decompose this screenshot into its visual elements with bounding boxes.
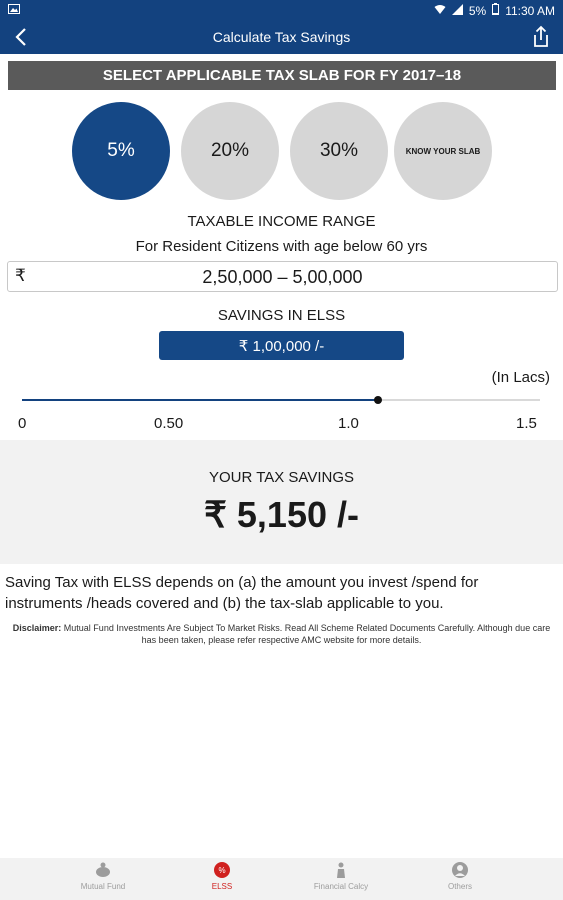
elss-percent-icon — [213, 861, 231, 879]
income-range-subtitle: For Resident Citizens with age below 60 yrs — [135, 238, 428, 255]
savings-slider-thumb[interactable] — [374, 396, 382, 404]
battery-level: 5% — [468, 3, 487, 18]
nav-item-others[interactable] — [410, 861, 510, 891]
slab-option-5[interactable]: 5% — [72, 102, 170, 200]
battery-icon — [492, 3, 499, 18]
tax-slab-header: SELECT APPLICABLE TAX SLAB FOR FY 2017–18 — [8, 61, 556, 90]
slab-option-20[interactable]: 20% — [181, 102, 279, 200]
status-bar — [0, 0, 563, 20]
tax-savings-value: ₹ 5,150 /- — [204, 494, 359, 535]
savings-title: SAVINGS IN ELSS — [217, 307, 346, 324]
nav-item-elss[interactable] — [172, 861, 272, 891]
app-bar — [0, 20, 563, 54]
bottom-nav — [0, 858, 563, 900]
user-circle-icon — [451, 861, 469, 879]
nav-item-mutual-fund[interactable] — [53, 861, 153, 891]
disclaimer-label: Disclaimer: — [12, 623, 62, 633]
slider-tick-label: 0.50 — [154, 415, 184, 432]
savings-slider-fill — [22, 399, 378, 401]
slider-tick-label: 1.5 — [516, 415, 537, 432]
nav-label: Others — [447, 882, 472, 891]
image-notification-icon — [8, 3, 20, 18]
page-title: Calculate Tax Savings — [212, 29, 351, 45]
wifi-icon — [434, 4, 446, 18]
clock-time: 11:30 AM — [505, 3, 555, 18]
tax-savings-panel — [0, 440, 563, 564]
person-icon — [332, 861, 350, 879]
slider-tick-label: 1.0 — [338, 415, 359, 432]
slab-option-30[interactable]: 30% — [290, 102, 388, 200]
svg-text:%: % — [218, 866, 226, 875]
nav-label: Financial Calcy — [313, 882, 369, 891]
disclaimer-text: Mutual Fund Investments Are Subject To Market Risks. Read All Scheme Related Documents Carefully. Although due care has been taken, please refer respective AMC website for more details. — [61, 623, 551, 645]
piggy-bank-icon — [94, 861, 112, 879]
disclaimer — [10, 622, 553, 646]
slider-tick-label: 0 — [18, 415, 27, 432]
income-range-title: TAXABLE INCOME RANGE — [187, 213, 376, 230]
income-range-field[interactable] — [7, 261, 558, 292]
savings-amount-badge: ₹ 1,00,000 /- — [159, 331, 404, 360]
know-your-slab-button[interactable]: KNOW YOUR SLAB — [394, 102, 492, 200]
signal-icon — [452, 4, 463, 18]
nav-label: Mutual Fund — [80, 882, 126, 891]
nav-label: ELSS — [211, 882, 233, 891]
nav-item-financial-calcy[interactable] — [291, 861, 391, 891]
income-range-value: 2,50,000 – 5,00,000 — [202, 267, 363, 287]
info-text: Saving Tax with ELSS depends on (a) the amount you invest /spend for instruments /heads covered and (b) the tax-slab applicable to you. — [5, 574, 479, 612]
tax-savings-title: YOUR TAX SAVINGS — [208, 469, 355, 486]
unit-label: (In Lacs) — [491, 369, 550, 386]
rupee-symbol: ₹ — [15, 266, 26, 285]
share-icon[interactable] — [529, 24, 553, 50]
